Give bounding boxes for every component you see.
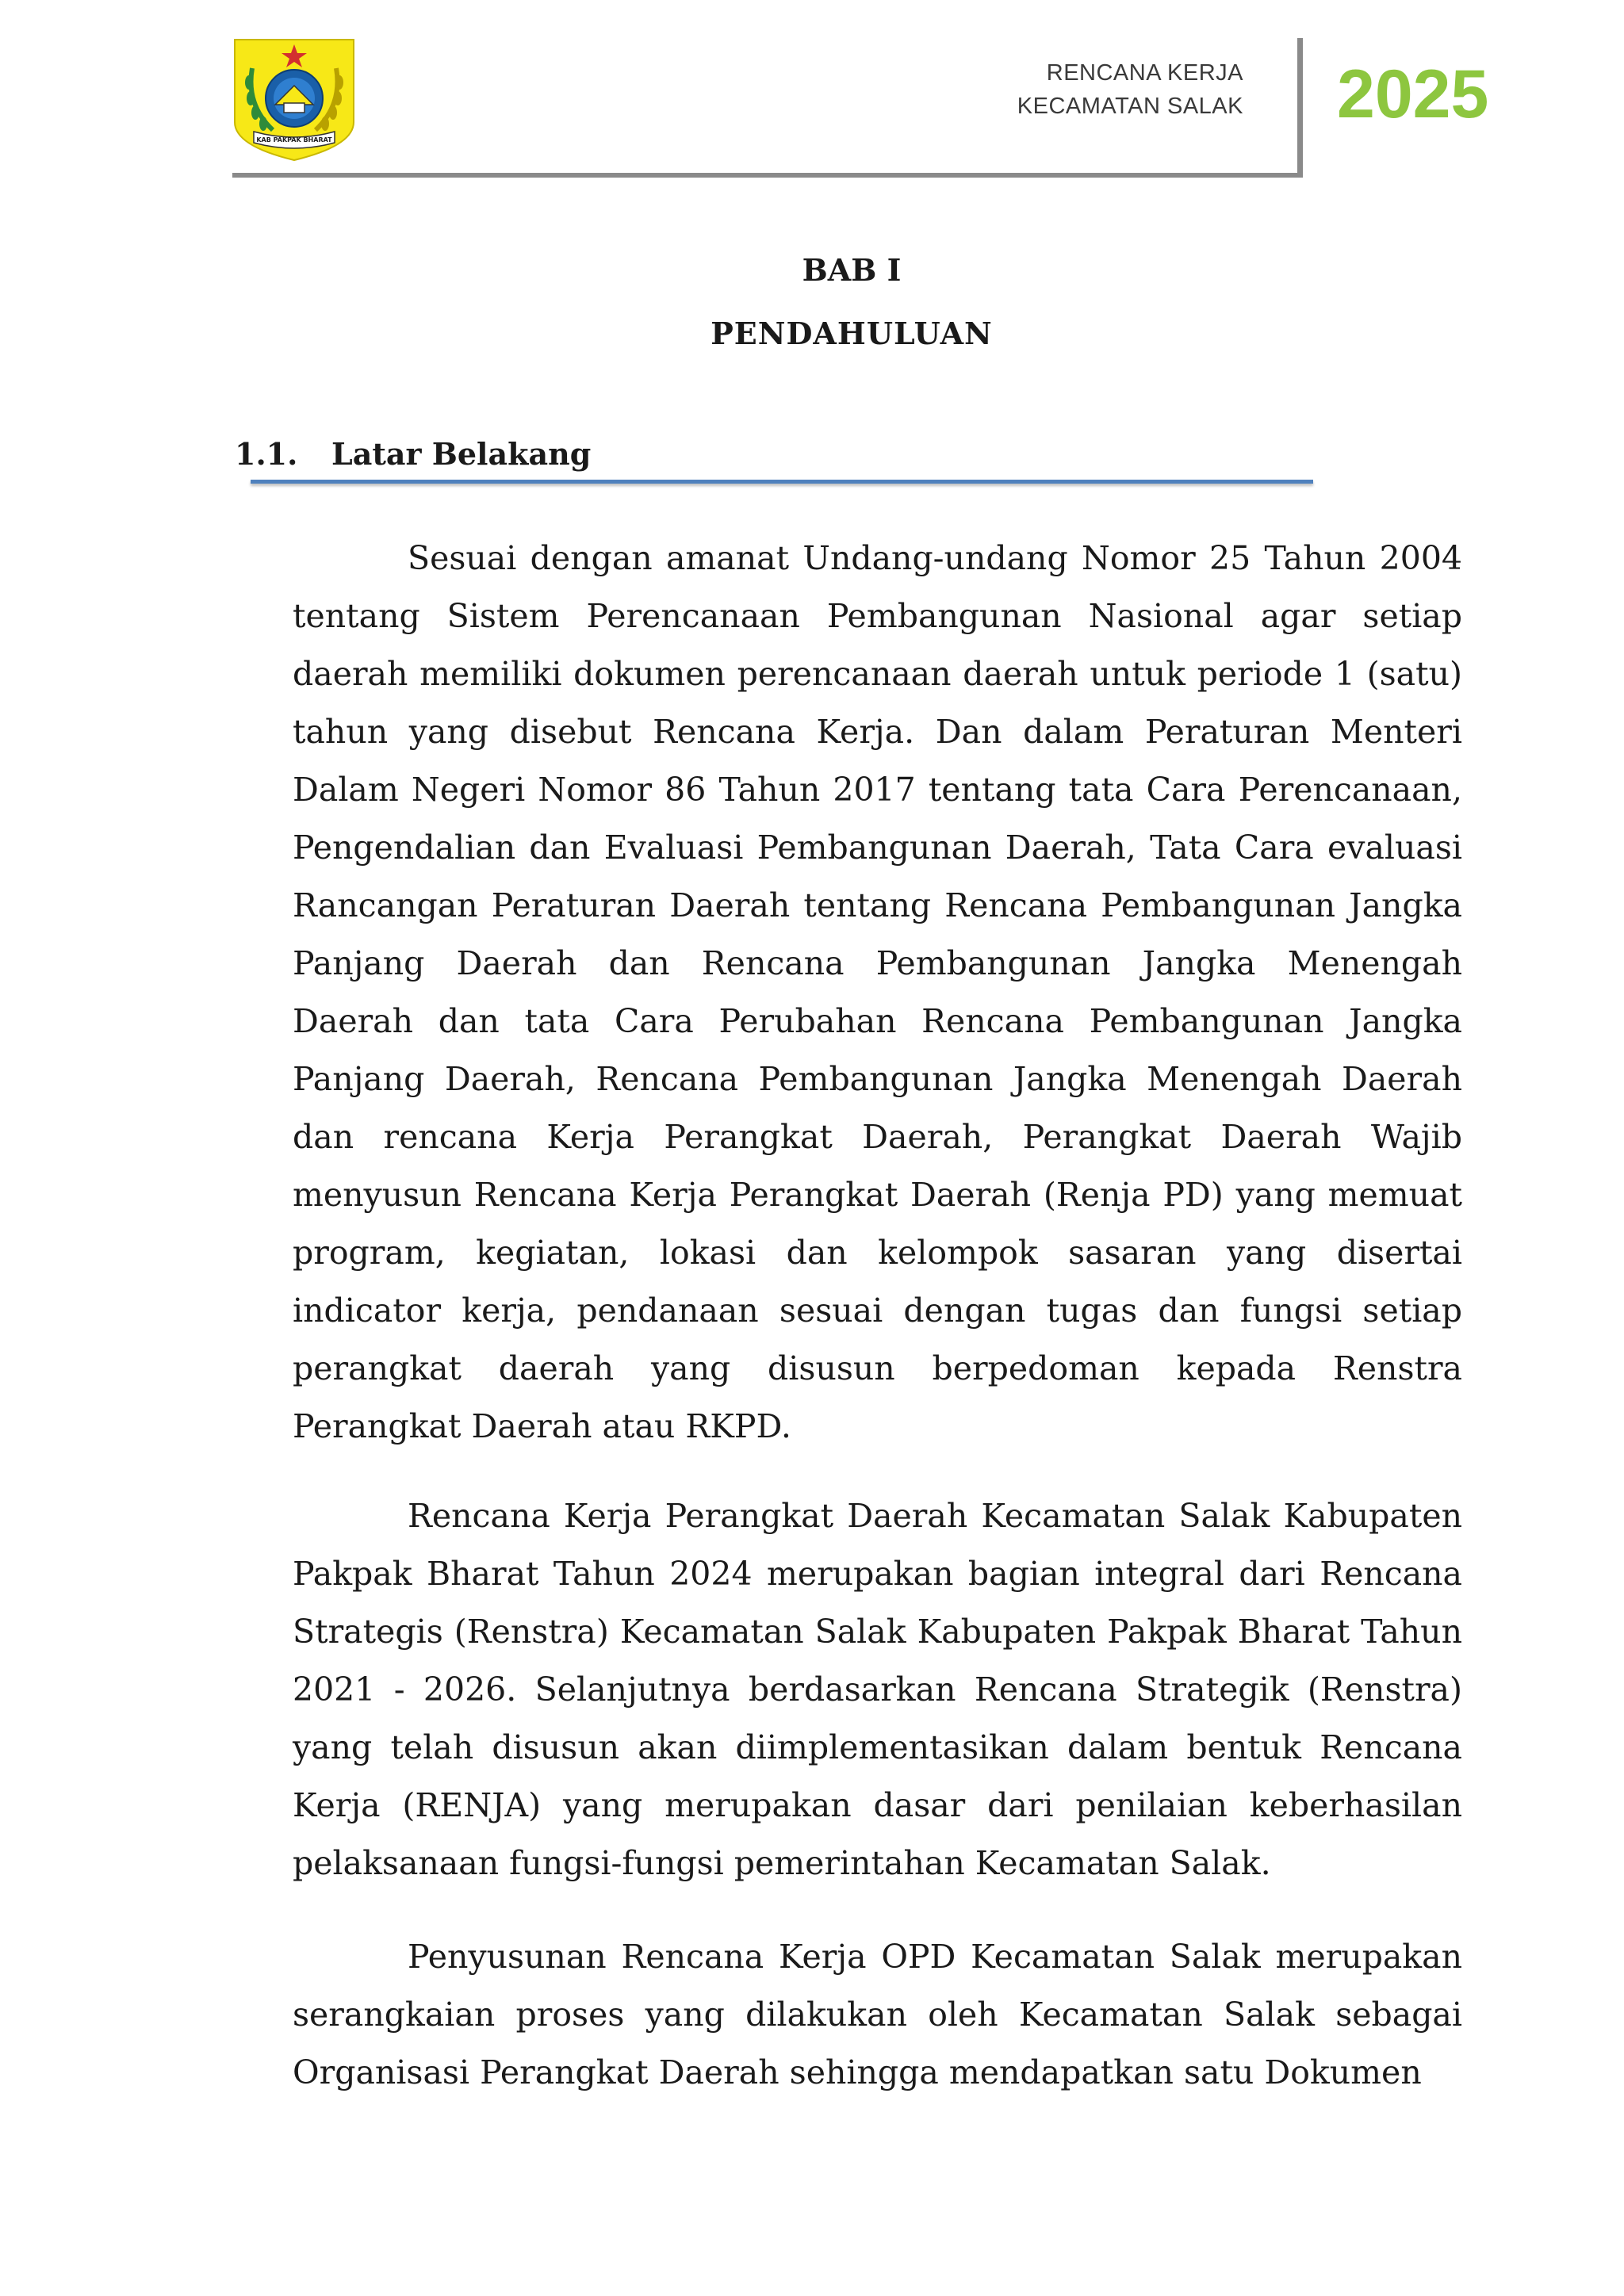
section-underline (251, 480, 1313, 484)
body-paragraph: Sesuai dengan amanat Undang-undang Nomor 25 Tahun 2004 tentang Sistem Perencanaan Pembangunan Nasional agar setiap daerah memiliki dokumen perencanaan daerah untuk periode 1 (satu) tahun yang disebut Rencana Kerja. Dan dalam Peraturan Menteri Dalam Negeri Nomor 86 Tahun 2017 tentang tata Cara Perencanaan, Pengendalian dan Evaluasi Pembangunan Daerah, Tata Cara evaluasi Rancangan Peraturan Daerah tentang Rencana Pembangunan Jangka Panjang Daerah dan Rencana Pembangunan Jangka Menengah Daerah dan tata Cara Perubahan Rencana Pembangunan Jangka Panjang Daerah, Rencana Pembangunan Jangka Menengah Daerah dan rencana Kerja Perangkat Daerah, Perangkat Daerah Wajib menyusun Rencana Kerja Perangkat Daerah (Renja PD) yang memuat program, kegiatan, lokasi dan kelompok sasaran yang disertai indicator kerja, pendanaan sesuai dengan tugas dan fungsi setiap perangkat daerah yang disusun berpedoman kepada Renstra Perangkat Daerah atau RKPD. (293, 539, 1462, 1445)
header-year: 2025 (1337, 56, 1489, 132)
chapter-number: BAB I (802, 252, 902, 288)
chapter-title: PENDAHULUAN (710, 316, 993, 351)
header-office-name: KECAMATAN SALAK (1017, 94, 1243, 119)
regency-emblem-logo (232, 36, 357, 162)
pakpak-bharat-emblem-icon (232, 36, 357, 162)
header-document-title: RENCANA KERJA (1046, 60, 1243, 86)
body-paragraph: Rencana Kerja Perangkat Daerah Kecamatan Salak Kabupaten Pakpak Bharat Tahun 2024 merupakan bagian integral dari Rencana Strategis (Renstra) Kecamatan Salak Kabupaten Pakpak Bharat Tahun 2021 - 2026. Selanjutnya berdasarkan Rencana Strategik (Renstra) yang telah disusun akan diimplementasikan dalam bentuk Rencana Kerja (RENJA) yang merupakan dasar dari penilaian keberhasilan pelaksanaan fungsi-fungsi pemerintahan Kecamatan Salak. (293, 1497, 1462, 1882)
emblem-banner-text: KAB PAKPAK BHARAT (256, 136, 332, 144)
section-title: Latar Belakang (331, 436, 592, 472)
body-paragraph: Penyusunan Rencana Kerja OPD Kecamatan Salak merupakan serangkaian proses yang dilakukan oleh Kecamatan Salak sebagai Organisasi Perangkat Daerah sehingga mendapatkan satu Dokumen (293, 1938, 1462, 2091)
header-horizontal-divider (232, 173, 1303, 178)
section-number: 1.1. (235, 436, 298, 472)
header-vertical-divider (1297, 38, 1303, 178)
section-heading (235, 436, 591, 472)
